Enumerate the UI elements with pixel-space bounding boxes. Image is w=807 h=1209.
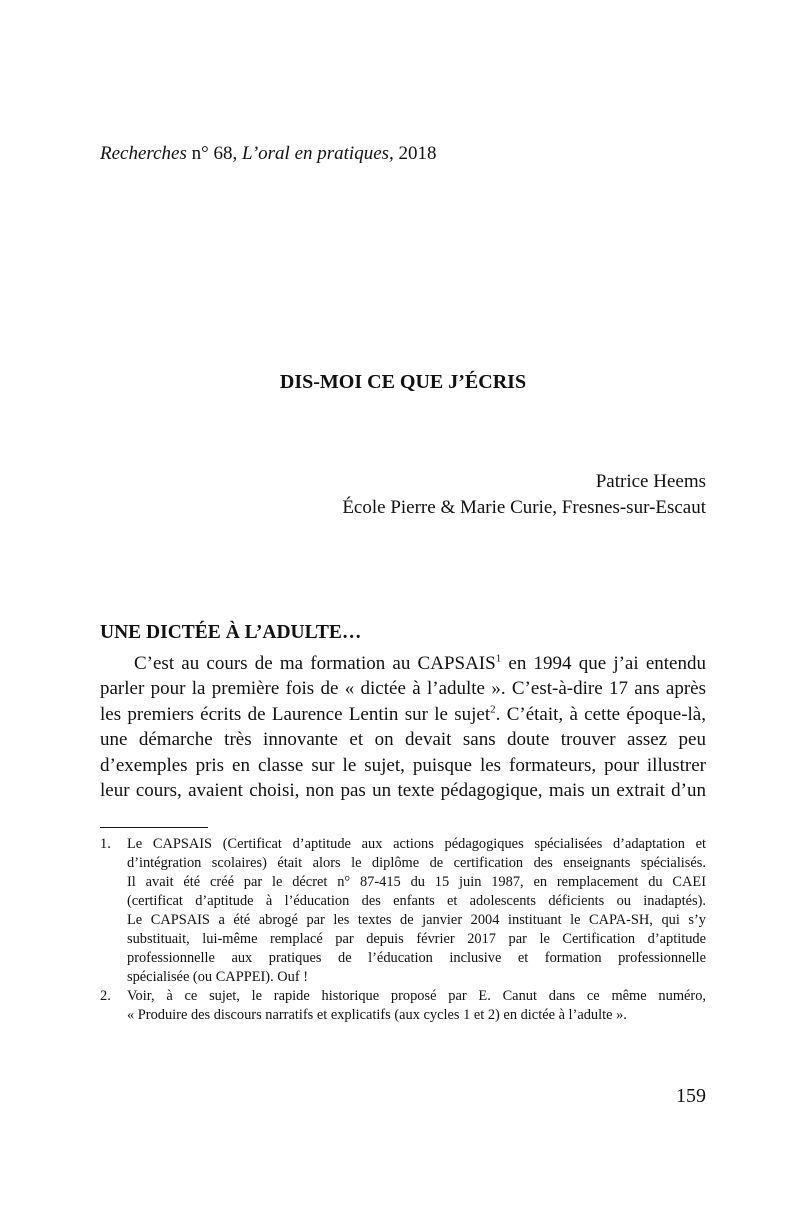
body-line: d’exemples pris en classe sur le sujet, puisque les formateurs, pour illustrer — [100, 754, 706, 776]
issue-theme: L’oral en pratiques — [241, 143, 390, 164]
body-text-segment: . C’était, à cette époque-là, — [495, 703, 706, 725]
footnote-line: Le CAPSAIS a été abrogé par les textes de janvier 2004 instituant le CAPA-SH, qui s’y — [127, 912, 706, 928]
footnote-line: spécialisée (ou CAPPEI). Ouf ! — [127, 969, 309, 985]
body-paragraph — [100, 651, 706, 803]
footnote-line: Il avait été créé par le décret n° 87-415 du 15 juin 1987, en remplacement du CAEI — [127, 874, 706, 890]
footnote-line: (certificat d’aptitude à l’éducation des enfants et adolescents déficients ou inadaptés). — [127, 893, 706, 909]
footnote-line: d’intégration scolaires) était alors le diplôme de certification des enseignants spécialisés. — [127, 855, 706, 871]
section-heading: UNE DICTÉE À L’ADULTE… — [100, 622, 362, 643]
issue-year: , 2018 — [389, 143, 437, 164]
running-header — [100, 142, 720, 166]
footnote-1 — [100, 835, 706, 987]
footnote-line: substituait, lui-même remplacé par depuis février 2017 par le Certification d’aptitude — [127, 931, 706, 947]
body-text-segment: en 1994 que j’ai entendu — [501, 653, 706, 674]
footnote-marker: 2 — [490, 703, 496, 716]
footnote-2 — [100, 987, 706, 1025]
journal-name: Recherches — [100, 143, 187, 164]
body-line — [100, 702, 706, 727]
body-text-segment: les premiers écrits de Laurence Lentin sur le sujet — [100, 703, 491, 725]
footnote-line: professionnelle aux pratiques de l’éducation inclusive et formation professionnelle — [127, 950, 706, 966]
footnote-marker: 1 — [495, 652, 502, 665]
article-title: DIS-MOI CE QUE J’ÉCRIS — [279, 371, 527, 393]
footnote-line: « Produire des discours narratifs et explicatifs (aux cycles 1 et 2) en dictée à l’adulte ». — [127, 1007, 627, 1023]
body-line — [100, 651, 706, 676]
body-text-segment: C’est au cours de ma formation au CAPSAIS — [134, 653, 496, 674]
footnote-separator — [100, 827, 208, 828]
author-name: Patrice Heems — [595, 471, 706, 492]
author-affiliation: École Pierre & Marie Curie, Fresnes-sur-Escaut — [342, 497, 706, 518]
body-line: une démarche très innovante et on devait sans doute trouver assez peu — [100, 729, 706, 751]
footnotes — [100, 835, 706, 1025]
issue-number: n° 68, — [186, 143, 242, 164]
page-number: 159 — [676, 1085, 706, 1107]
footnote-line: Le CAPSAIS (Certificat d’aptitude aux actions pédagogiques spécialisées d’adaptation et — [127, 836, 706, 852]
body-line: leur cours, avaient choisi, non pas un texte pédagogique, mais un extrait d’un — [100, 779, 706, 801]
author-block — [100, 469, 706, 521]
footnote-line: Voir, à ce sujet, le rapide historique proposé par E. Canut dans ce même numéro, — [127, 988, 706, 1004]
footnote-number: 1. — [100, 836, 111, 852]
body-line: parler pour la première fois de « dictée à l’adulte ». C’est-à-dire 17 ans après — [100, 678, 706, 700]
footnote-number: 2. — [100, 988, 111, 1004]
